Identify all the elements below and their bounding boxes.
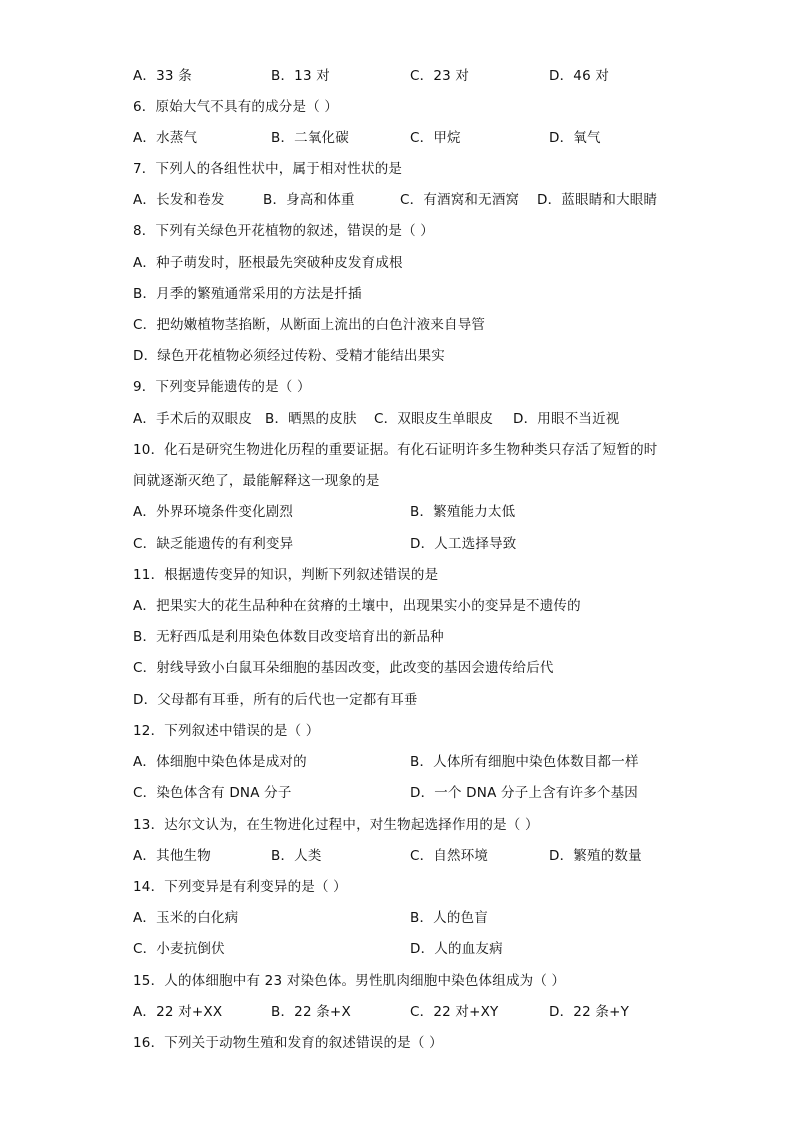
- option-a: A．22 对+XX: [133, 1004, 223, 1020]
- question-stem-line-1: 10．化石是研究生物进化历程的重要证据。有化石证明许多生物种类只存活了短暂的时: [133, 442, 658, 458]
- option-a: A．水蒸气: [133, 130, 198, 146]
- option-d: D．46 对: [549, 68, 610, 84]
- option-a: A．33 条: [133, 68, 192, 84]
- option-b: B．月季的繁殖通常采用的方法是扦插: [133, 286, 362, 302]
- option-d: D．人的血友病: [410, 941, 503, 957]
- option-a: A．其他生物: [133, 848, 211, 864]
- option-d: D．蓝眼睛和大眼睛: [537, 192, 658, 208]
- question-stem-line-2: 间就逐渐灭绝了，最能解释这一现象的是: [133, 473, 380, 489]
- option-b: B．身高和体重: [263, 192, 355, 208]
- option-c: C．染色体含有 DNA 分子: [133, 785, 292, 801]
- option-c: C．把幼嫩植物茎掐断，从断面上流出的白色汁液来自导管: [133, 317, 486, 333]
- question-stem: 6．原始大气不具有的成分是（ ）: [133, 99, 339, 115]
- option-b: B．人体所有细胞中染色体数目都一样: [410, 754, 639, 770]
- option-b: B．人的色盲: [410, 910, 488, 926]
- option-b: B．13 对: [271, 68, 330, 84]
- option-d: D．22 条+Y: [549, 1004, 630, 1020]
- option-a: A．把果实大的花生品种种在贫瘠的土壤中，出现果实小的变异是不遗传的: [133, 598, 581, 614]
- option-a: A．手术后的双眼皮: [133, 411, 253, 427]
- option-d: D．父母都有耳垂，所有的后代也一定都有耳垂: [133, 692, 418, 708]
- question-stem: 11．根据遗传变异的知识，判断下列叙述错误的是: [133, 567, 439, 583]
- option-a: A．长发和卷发: [133, 192, 225, 208]
- option-c: C．缺乏能遗传的有利变异: [133, 536, 294, 552]
- option-b: B．晒黑的皮肤: [265, 411, 357, 427]
- option-d: D．一个 DNA 分子上含有许多个基因: [410, 785, 639, 801]
- option-c: C．23 对: [410, 68, 470, 84]
- option-b: B．繁殖能力太低: [410, 504, 516, 520]
- option-d: D．人工选择导致: [410, 536, 517, 552]
- question-stem: 9．下列变异能遗传的是（ ）: [133, 379, 311, 395]
- question-stem: 16．下列关于动物生殖和发育的叙述错误的是（ ）: [133, 1035, 443, 1051]
- option-a: A．体细胞中染色体是成对的: [133, 754, 307, 770]
- question-stem: 8．下列有关绿色开花植物的叙述，错误的是（ ）: [133, 223, 434, 239]
- option-c: C．有酒窝和无酒窝: [400, 192, 520, 208]
- option-c: C．射线导致小白鼠耳朵细胞的基因改变，此改变的基因会遗传给后代: [133, 660, 554, 676]
- option-c: C．自然环境: [410, 848, 489, 864]
- question-stem: 7．下列人的各组性状中，属于相对性状的是: [133, 161, 403, 177]
- option-b: B．22 条+X: [271, 1004, 351, 1020]
- question-stem: 15．人的体细胞中有 23 对染色体。男性肌肉细胞中染色体组成为（ ）: [133, 973, 566, 989]
- question-stem: 12．下列叙述中错误的是（ ）: [133, 723, 320, 739]
- option-a: A．种子萌发时，胚根最先突破种皮发育成根: [133, 255, 403, 271]
- option-b: B．二氧化碳: [271, 130, 349, 146]
- option-d: D．繁殖的数量: [549, 848, 642, 864]
- option-a: A．外界环境条件变化剧烈: [133, 504, 294, 520]
- option-c: C．双眼皮生单眼皮: [374, 411, 494, 427]
- option-d: D．绿色开花植物必须经过传粉、受精才能结出果实: [133, 348, 445, 364]
- option-c: C．甲烷: [410, 130, 461, 146]
- option-a: A．玉米的白化病: [133, 910, 239, 926]
- option-c: C．小麦抗倒伏: [133, 941, 225, 957]
- question-stem: 13．达尔文认为，在生物进化过程中，对生物起选择作用的是（ ）: [133, 817, 539, 833]
- question-stem: 14．下列变异是有利变异的是（ ）: [133, 879, 347, 895]
- option-b: B．人类: [271, 848, 322, 864]
- option-d: D．氧气: [549, 130, 601, 146]
- option-b: B．无籽西瓜是利用染色体数目改变培育出的新品种: [133, 629, 444, 645]
- option-d: D．用眼不当近视: [513, 411, 620, 427]
- option-c: C．22 对+XY: [410, 1004, 499, 1020]
